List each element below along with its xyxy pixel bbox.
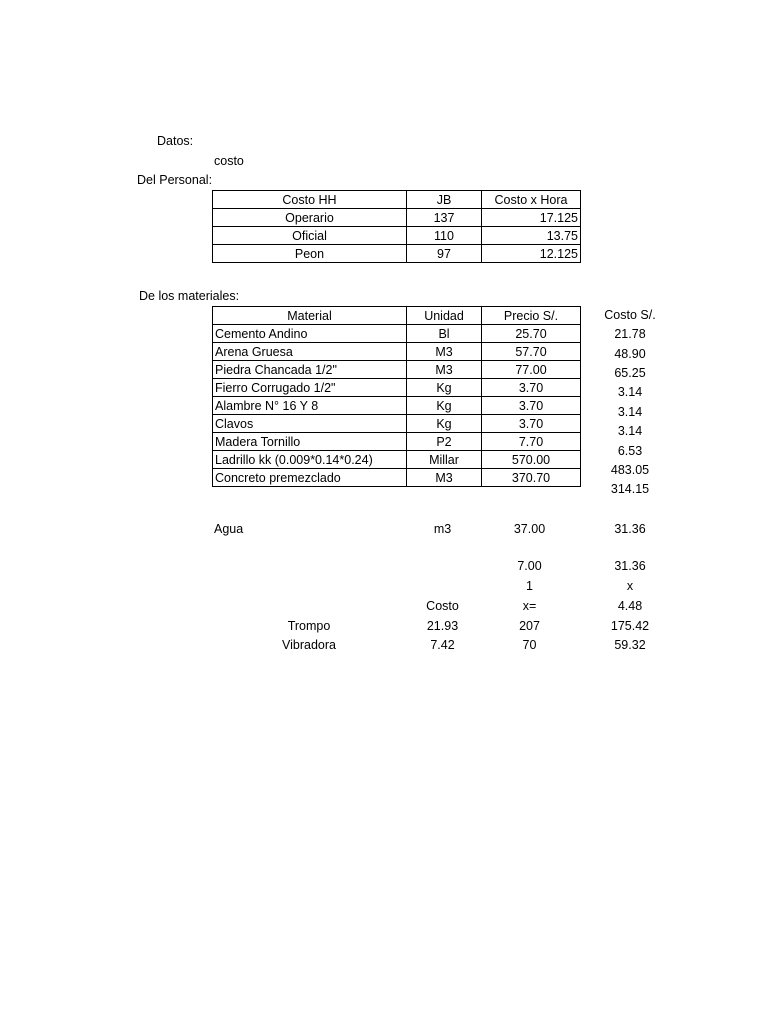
- material-name: Fierro Corrugado 1/2": [213, 379, 407, 397]
- hour-cost: 17.125: [482, 209, 581, 227]
- worker-name: Oficial: [213, 227, 407, 245]
- price: 7.70: [482, 433, 581, 451]
- unit: Kg: [407, 397, 482, 415]
- jb-value: 137: [407, 209, 482, 227]
- material-name: Arena Gruesa: [213, 343, 407, 361]
- header-cell: Material: [213, 307, 407, 325]
- price: 3.70: [482, 379, 581, 397]
- equipment-cost: 21.93: [426, 619, 459, 633]
- material-cost: 3.14: [617, 424, 643, 438]
- datos-heading: Datos:: [157, 134, 194, 148]
- table-row: [213, 209, 581, 227]
- worker-name: Operario: [213, 209, 407, 227]
- agua-label: Agua: [214, 522, 244, 536]
- table-row: [213, 227, 581, 245]
- material-cost: 48.90: [614, 347, 646, 361]
- agua-price: 37.00: [513, 522, 546, 536]
- personal-table: [212, 190, 581, 263]
- material-name: Ladrillo kk (0.009*0.14*0.24): [213, 451, 407, 469]
- unit: Millar: [407, 451, 482, 469]
- materiales-table: [212, 306, 581, 487]
- material-cost: 3.14: [617, 385, 643, 399]
- calc-value: 31.36: [614, 559, 646, 573]
- personal-header-row: [213, 191, 581, 209]
- material-name: Concreto premezclado: [213, 469, 407, 487]
- price: 370.70: [482, 469, 581, 487]
- price: 77.00: [482, 361, 581, 379]
- calc-value: 4.48: [617, 599, 643, 613]
- table-row: [213, 325, 581, 343]
- material-cost: 3.14: [617, 405, 643, 419]
- materiales-title: De los materiales:: [139, 289, 240, 303]
- unit: M3: [407, 469, 482, 487]
- equipment-total: 59.32: [614, 638, 646, 652]
- jb-value: 97: [407, 245, 482, 263]
- material-name: Alambre N° 16 Y 8: [213, 397, 407, 415]
- material-cost: 65.25: [614, 366, 646, 380]
- costo-subheading: costo: [214, 154, 244, 168]
- equipment-total: 175.42: [610, 619, 650, 633]
- equipment-qty: 207: [519, 619, 540, 633]
- unit: Kg: [407, 415, 482, 433]
- costo-label: Costo: [426, 599, 459, 613]
- table-row: [213, 451, 581, 469]
- material-cost: 483.05: [610, 463, 650, 477]
- unit: M3: [407, 361, 482, 379]
- table-row: [213, 343, 581, 361]
- agua-cost: 31.36: [614, 522, 646, 536]
- table-row: [213, 361, 581, 379]
- calc-value: x: [626, 579, 634, 593]
- table-row: [213, 397, 581, 415]
- materiales-header-row: [213, 307, 581, 325]
- price: 570.00: [482, 451, 581, 469]
- jb-value: 110: [407, 227, 482, 245]
- header-cell: Precio S/.: [482, 307, 581, 325]
- table-row: [213, 469, 581, 487]
- material-name: Madera Tornillo: [213, 433, 407, 451]
- calc-value: x=: [522, 599, 537, 613]
- unit: Kg: [407, 379, 482, 397]
- price: 3.70: [482, 415, 581, 433]
- equipment-name: Vibradora: [282, 638, 336, 652]
- header-cell: Unidad: [407, 307, 482, 325]
- material-name: Clavos: [213, 415, 407, 433]
- hour-cost: 13.75: [482, 227, 581, 245]
- calc-value: 1: [526, 579, 533, 593]
- calc-value: 7.00: [517, 559, 542, 573]
- personal-title: Del Personal:: [137, 173, 213, 187]
- unit: M3: [407, 343, 482, 361]
- header-cell: JB: [407, 191, 482, 209]
- price: 3.70: [482, 397, 581, 415]
- unit: Bl: [407, 325, 482, 343]
- hour-cost: 12.125: [482, 245, 581, 263]
- worker-name: Peon: [213, 245, 407, 263]
- cost-header: Costo S/.: [604, 308, 656, 322]
- table-row: [213, 433, 581, 451]
- material-cost: 21.78: [614, 327, 646, 341]
- price: 57.70: [482, 343, 581, 361]
- material-name: Piedra Chancada 1/2": [213, 361, 407, 379]
- table-row: [213, 245, 581, 263]
- equipment-cost: 7.42: [430, 638, 455, 652]
- unit: P2: [407, 433, 482, 451]
- equipment-name: Trompo: [287, 619, 331, 633]
- material-name: Cemento Andino: [213, 325, 407, 343]
- price: 25.70: [482, 325, 581, 343]
- material-cost: 314.15: [610, 482, 650, 496]
- table-row: [213, 415, 581, 433]
- table-row: [213, 379, 581, 397]
- agua-unit: m3: [433, 522, 452, 536]
- header-cell: Costo x Hora: [482, 191, 581, 209]
- header-cell: Costo HH: [213, 191, 407, 209]
- material-cost: 6.53: [617, 444, 643, 458]
- equipment-qty: 70: [522, 638, 537, 652]
